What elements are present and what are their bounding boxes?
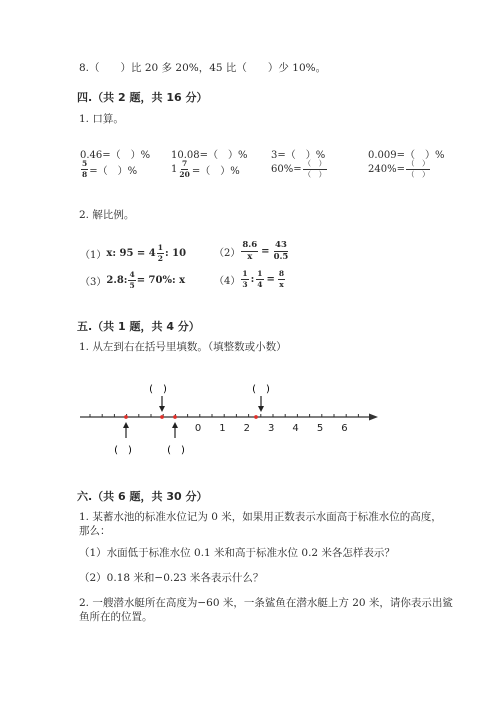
number-line-tick-label: 4 [292, 423, 299, 434]
calc-a4: 0.009=（ ）% [368, 150, 445, 161]
fraction-7-20: $\frac{7}{20}$ [179, 159, 190, 179]
up-arrow-icon [123, 422, 129, 428]
section-6-title: 六.（共 6 题，共 30 分） [77, 490, 208, 503]
number-line-arrowhead [369, 414, 378, 421]
proportion-2: （2） $\frac{8.6}{x}$ = $\frac{43}{0.5}$ [214, 240, 289, 262]
fraction-1-3: $\frac{1}{3}$ [242, 269, 248, 289]
answer-blank: ( ) [149, 384, 167, 395]
proportion-3: （3） 2.8: $\frac{4}{5}$ = 70%: x [80, 270, 186, 290]
number-line-point [160, 415, 164, 419]
number-line-point [173, 415, 177, 419]
calc-b2: 1 $\frac{7}{20}$ =（ ）% [171, 159, 240, 179]
number-line-tick-label: 6 [341, 423, 348, 434]
answer-blank: ( ) [252, 384, 270, 395]
down-arrow-icon [159, 406, 165, 412]
number-line-tick-labels [195, 423, 348, 434]
q4-2-label: 2. 解比例。 [79, 209, 135, 221]
q6-2-line-1: 2. 一艘潜水艇所在高度为−60 米，一条鲨鱼在潜水艇上方 20 米，请你表示出鲨 [79, 597, 453, 609]
q5-1-label: 1. 从左到右在括号里填数。（填整数或小数） [79, 341, 287, 353]
q4-1-label: 1. 口算。 [79, 113, 124, 125]
answer-blank: ( ) [114, 445, 132, 456]
number-line-point [254, 415, 258, 419]
calc-b4: 240%= $\frac{( )}{( )}$ [368, 159, 430, 179]
proportion-1: （1） x: 95 = 4 $\frac{1}{2}$ : 10 [80, 243, 187, 263]
fraction-43-0.5: $\frac{43}{0.5}$ [273, 240, 289, 262]
section-5-title: 五.（共 1 题，共 4 分） [77, 320, 200, 333]
down-arrow-icon [258, 406, 264, 412]
fraction-1-2: $\frac{1}{2}$ [157, 243, 163, 263]
up-arrow-icon [172, 422, 178, 428]
calc-a3: 3=（ ）% [271, 150, 326, 161]
fraction-5-8: $\frac{5}{8}$ [82, 159, 88, 179]
answer-blank: ( ) [167, 445, 185, 456]
q6-2-line-2: 鱼所在的位置。 [79, 611, 153, 623]
fraction-1-4: $\frac{1}{4}$ [257, 269, 263, 289]
blank-fraction: $\frac{( )}{( )}$ [303, 159, 327, 179]
question-8: 8.（ ）比 20 多 20%，45 比（ ）少 10%。 [79, 62, 327, 74]
number-line-tick-label: 5 [316, 423, 324, 434]
number-line-tick-label: 1 [219, 423, 226, 434]
number-line [72, 378, 392, 478]
calc-b3: 60%= $\frac{( )}{( )}$ [271, 159, 327, 179]
fraction-8.6-x: $\frac{8.6}{x}$ [242, 240, 258, 262]
proportion-4: （4） $\frac{1}{3}$ : $\frac{1}{4}$ = $\frac{8}{x}$ [214, 269, 285, 289]
section-4-title: 四.（共 2 题，共 16 分） [77, 91, 208, 104]
number-line-point [124, 415, 128, 419]
fraction-8-x: $\frac{8}{x}$ [278, 269, 285, 289]
calc-b1: $\frac{5}{8}$ =（ ）% [82, 159, 138, 179]
calc-a2: 10.08=（ ）% [171, 150, 248, 161]
q6-1-line-1: 1. 某蓄水池的标准水位记为 0 米，如果用正数表示水面高于标准水位的高度， [79, 511, 442, 523]
number-line-tick-label: 2 [243, 423, 250, 434]
q6-1-line-2: 那么： [79, 525, 111, 537]
fraction-4-5: $\frac{4}{5}$ [129, 270, 135, 290]
number-line-tick-label: 0 [194, 423, 202, 434]
number-line-tick-label: 3 [268, 423, 275, 434]
q6-1-sub-1: （1）水面低于标准水位 0.1 米和高于标准水位 0.2 米各怎样表示？ [79, 547, 395, 559]
calc-a1: 0.46=（ ）% [80, 150, 151, 161]
blank-fraction: $\frac{( )}{( )}$ [406, 159, 430, 179]
q6-1-sub-2: （2）0.18 米和−0.23 米各表示什么？ [79, 572, 264, 584]
